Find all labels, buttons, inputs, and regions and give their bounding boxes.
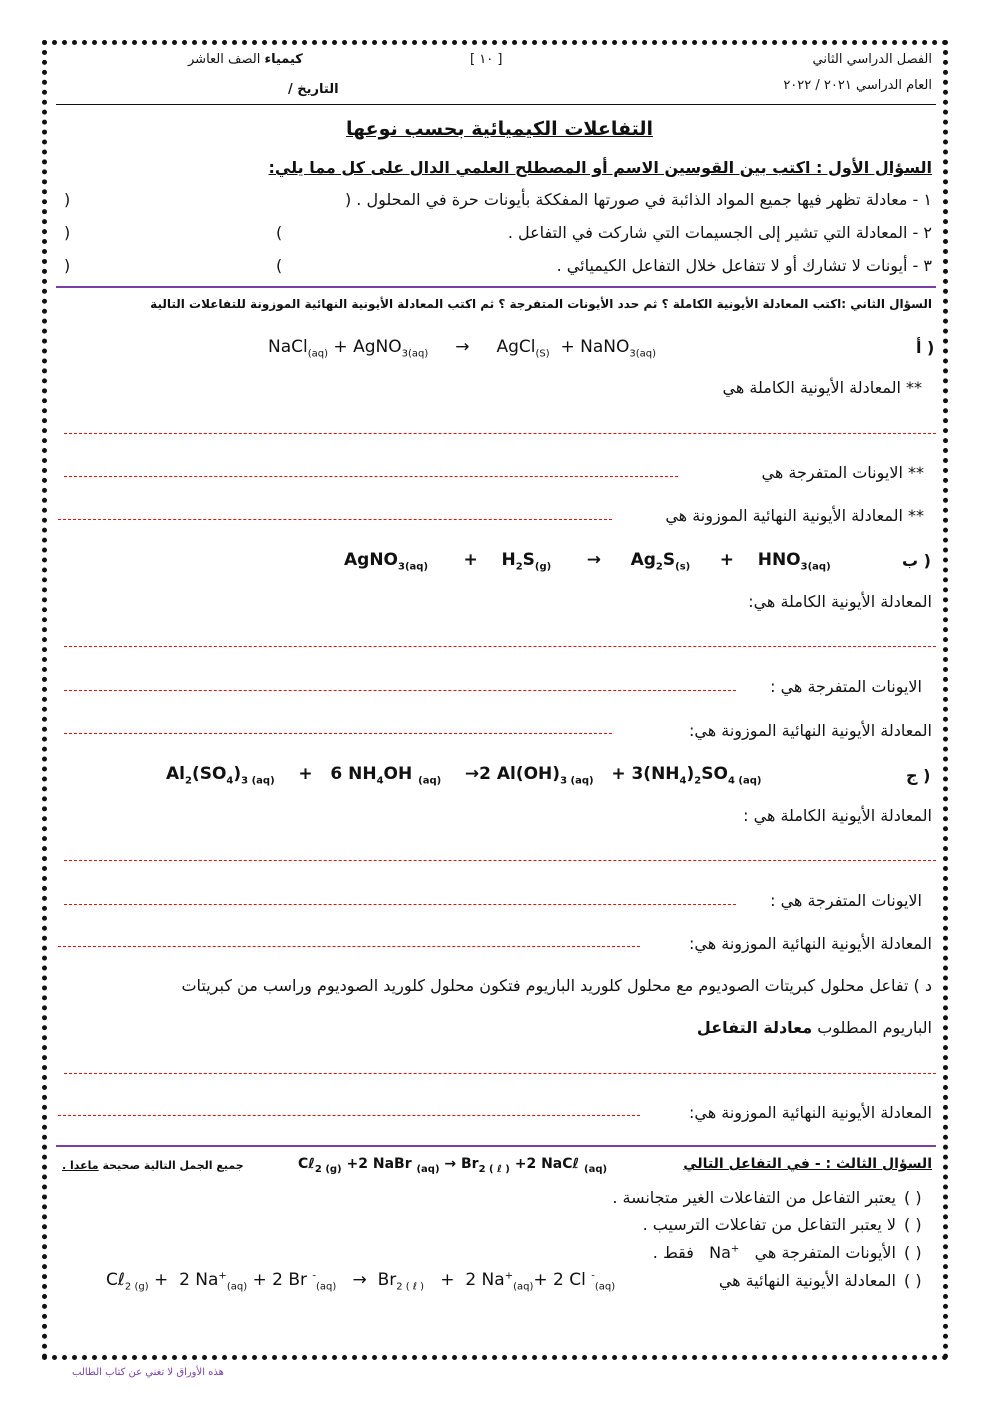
q2d-line-2-bold: معادلة التفاعل xyxy=(696,1018,813,1037)
q3-item-3-tail: فقط . xyxy=(652,1243,694,1262)
q2c-label: ج ) xyxy=(906,766,931,785)
q2b-spectator-label: الايونات المتفرجة هي : xyxy=(770,677,922,696)
page-title: التفاعلات الكيميائية بحسب نوعها xyxy=(346,118,654,140)
subject-label: كيمياء xyxy=(264,52,303,67)
q2a-equation: NaCl$_{(aq)}$ + AgNO$_{3(aq)}$ → AgCl$_{(S)}$ + NaNO$_{3(aq)}$ xyxy=(268,337,657,360)
grade-label: الصف العاشر xyxy=(188,52,261,67)
year-label: العام الدراسي ٢٠٢١ / ٢٠٢٢ xyxy=(783,78,932,93)
q2a-spectator-answer-line[interactable] xyxy=(64,476,678,477)
q3-heading xyxy=(683,1156,932,1172)
q1-item-2-close: ) xyxy=(64,223,71,242)
q2b-equation: AgNO$_{3(aq)}$ + $H_2S_{(g)}$ → $Ag_2S_{(s)}$ + $HNO_{3(aq)}$ xyxy=(344,550,831,573)
q1-item-3-open: ( xyxy=(276,256,283,275)
q1-divider xyxy=(56,286,936,288)
q2d-net-answer-line[interactable] xyxy=(58,1115,640,1116)
q3-item-4-paren[interactable]: ( ) xyxy=(904,1271,922,1290)
q2b-net-label: المعادلة الأيونية النهائية الموزونة هي: xyxy=(689,721,932,740)
q3-heading-title: السؤال الثالث : - في التفاعل التالي xyxy=(683,1156,932,1172)
q2b-label: ب ) xyxy=(902,551,931,570)
date-label: التاريخ / xyxy=(288,82,339,97)
q3-equation: Cℓ$_{2 (g)}$ +2 NaBr $_{(aq)} \to Br_{2 ( \ell )} +2$ NaCℓ $_{(aq)}$ xyxy=(298,1156,608,1175)
q2d-answer-line[interactable] xyxy=(64,1073,936,1074)
q1-item-2: ٢ - المعادلة التي تشير إلى الجسيمات التي شاركت في التفاعل . xyxy=(507,223,932,242)
footer-note: هذه الأوراق لا تغني عن كتاب الطالب xyxy=(72,1367,224,1378)
q3-heading-tail xyxy=(62,1159,244,1172)
q2c-equation: $Al_2(SO_4)_{3 (aq)}$ + 6 $NH_4OH$ $_{(aq)}$ →2 $Al(OH)_{3 (aq)} + 3(NH_4)_2SO_{4 (aq)}$ xyxy=(166,764,762,787)
q3-item-3: الأيونات المتفرجة هي Na+ فقط . xyxy=(652,1243,896,1262)
q3-item-2: لا يعتبر التفاعل من تفاعلات الترسيب . xyxy=(642,1215,896,1234)
q1-item-1-close: ) xyxy=(64,190,71,209)
header-divider xyxy=(56,104,936,105)
q2b-full-label: المعادلة الأيونية الكاملة هي: xyxy=(748,592,932,611)
q2a-net-label: ** المعادلة الأيونية النهائية الموزونة هي xyxy=(665,506,924,525)
q2d-net-label: المعادلة الأيونية النهائية الموزونة هي: xyxy=(689,1103,932,1122)
q2c-spectator-label: الايونات المتفرجة هي : xyxy=(770,891,922,910)
q3-item-4: المعادلة الأيونية النهائية هي xyxy=(718,1271,896,1290)
q2a-net-answer-line[interactable] xyxy=(58,519,612,520)
q1-item-3: ٣ - أيونات لا تشارك أو لا تتفاعل خلال التفاعل الكيميائي . xyxy=(556,256,932,275)
q1-item-1: ١ - معادلة تظهر فيها جميع المواد الذائبة في صورتها المفككة بأيونات حرة في المحلول . ( xyxy=(344,190,932,209)
q2c-full-label: المعادلة الأيونية الكاملة هي : xyxy=(743,806,932,825)
q3-heading-except: ماعدا . xyxy=(62,1159,99,1172)
q2d-line-1: د ) تفاعل محلول كبريتات الصوديوم مع محلول كلوريد الباريوم فتكون محلول كلوريد الصوديوم وراسب من كبريتات xyxy=(181,976,932,995)
q1-item-3-close: ) xyxy=(64,256,71,275)
q1-heading: السؤال الأول : اكتب بين القوسين الاسم أو المصطلح العلمي الدال على كل مما يلي: xyxy=(268,158,932,177)
q2b-full-answer-line[interactable] xyxy=(64,646,936,647)
q2-divider xyxy=(56,1145,936,1147)
q2d-line-2 xyxy=(697,1018,932,1037)
q3-item-1-paren[interactable]: ( ) xyxy=(904,1188,922,1207)
q1-item-2-open: ( xyxy=(276,223,283,242)
q2b-net-answer-line[interactable] xyxy=(64,733,612,734)
q2-heading: السؤال الثاني :اكتب المعادلة الأيونية الكاملة ؟ ثم حدد الأيونات المتفرجة ؟ ثم اكتب المعادلة الأيونية النهائية الموزونة للتفاعلات التالية xyxy=(150,297,932,311)
semester-label: الفصل الدراسي الثاني xyxy=(812,52,932,67)
q2c-net-answer-line[interactable] xyxy=(58,946,640,947)
q2a-spectator-label: ** الايونات المتفرجة هي xyxy=(761,463,924,482)
q2b-spectator-answer-line[interactable] xyxy=(64,690,736,691)
score-box: [ ١٠ ] xyxy=(470,52,503,67)
q2a-label: أ ) xyxy=(916,338,935,357)
q2c-net-label: المعادلة الأيونية النهائية الموزونة هي: xyxy=(689,934,932,953)
q2c-full-answer-line[interactable] xyxy=(64,860,936,861)
q2a-full-answer-line[interactable] xyxy=(64,433,936,434)
subject-grade xyxy=(188,52,303,67)
q3-heading-statement: جميع الجمل التالية صحيحة xyxy=(102,1159,244,1172)
q3-item-1: يعتبر التفاعل من التفاعلات الغير متجانسة . xyxy=(612,1188,896,1207)
q3-item-3-text: الأيونات المتفرجة هي xyxy=(754,1243,896,1262)
q3-item-4-equation: Cℓ$_{2 (g)}$ + 2 $Na^+_{(aq)} + 2$ Br $^-_{(aq)} \to Br_{2 ( \ell )} + 2$ $Na^+_{(aq)}+ 2$ Cl -$_{(aq)}$ xyxy=(106,1270,616,1293)
q2c-spectator-answer-line[interactable] xyxy=(64,904,736,905)
q3-item-2-paren[interactable]: ( ) xyxy=(904,1215,922,1234)
q2d-line-2-text: الباريوم المطلوب xyxy=(812,1018,932,1037)
q3-item-3-paren[interactable]: ( ) xyxy=(904,1243,922,1262)
q2a-full-label: ** المعادلة الأيونية الكاملة هي xyxy=(722,378,922,397)
